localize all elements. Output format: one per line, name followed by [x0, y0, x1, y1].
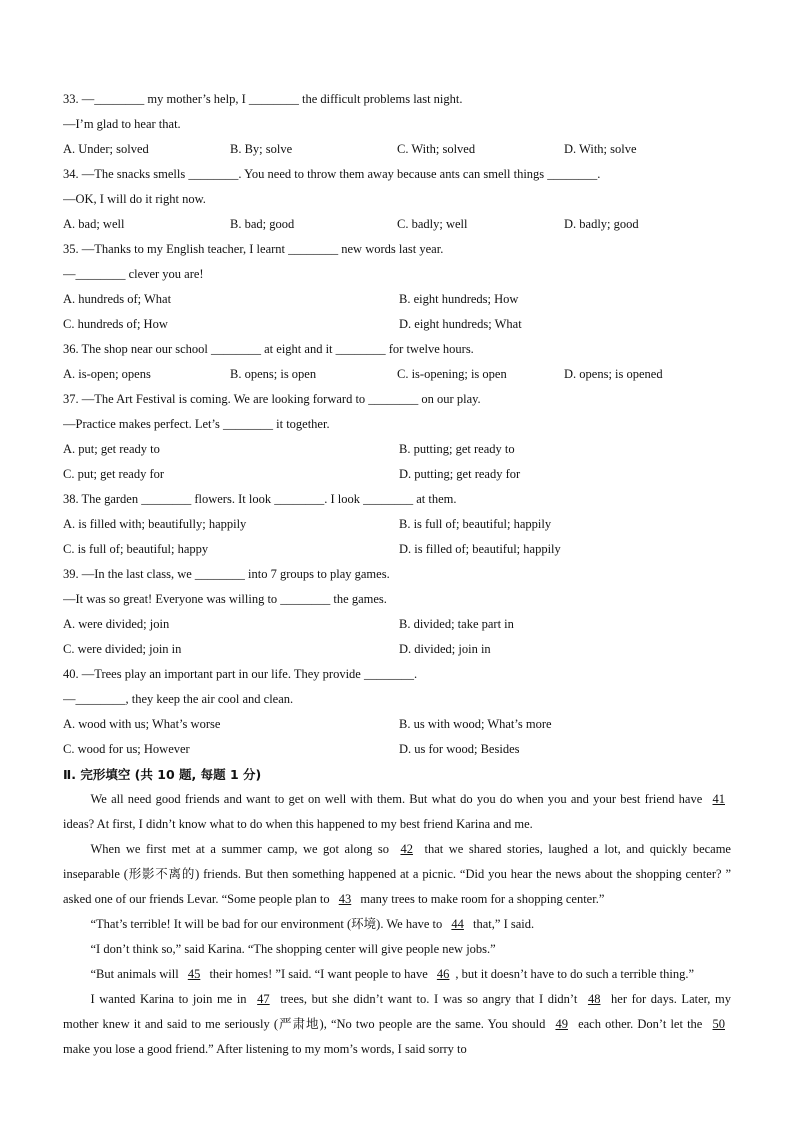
passage-text: “But animals will	[90, 967, 182, 981]
question-stem: 40. —Trees play an important part in our life. They provide ________.	[63, 667, 418, 681]
passage-text: that we shared stories, laughed a lot, and quickly became inseparable (形影不离的) friends. But then something happened at a picnic. “Did you hear the news about the shopping center? ” asked one of our friends Levar. “Some people plan to	[63, 842, 731, 906]
answer-option: A. hundreds of; What	[63, 292, 172, 306]
question-stem: 38. The garden ________ flowers. It look ________. I look ________ at them.	[63, 492, 457, 506]
answer-option: C. hundreds of; How	[63, 317, 168, 331]
answer-option: D. is filled of; beautiful; happily	[399, 542, 561, 556]
question-stem: 33. —________ my mother’s help, I ________ the difficult problems last night.	[63, 92, 463, 106]
page-content	[63, 87, 731, 1062]
passage-text: “I don’t think so,” said Karina. “The shopping center will give people new jobs.”	[90, 942, 496, 956]
answer-option: D. With; solve	[564, 142, 637, 156]
options-row	[63, 312, 731, 337]
answer-option: B. putting; get ready to	[399, 442, 515, 456]
question-stem: 39. —In the last class, we ________ into 7 groups to play games.	[63, 567, 390, 581]
passage-text: , but it doesn’t have to do such a terrible thing.”	[455, 967, 694, 981]
question-dialogue-line: —It was so great! Everyone was willing to ________ the games.	[63, 592, 387, 606]
blank-number: 49	[555, 1017, 568, 1031]
answer-option: A. put; get ready to	[63, 442, 160, 456]
options-row	[63, 537, 731, 562]
cloze-passage	[63, 787, 731, 1062]
blank-number: 50	[712, 1017, 725, 1031]
options-row	[63, 462, 731, 487]
answer-option: C. were divided; join in	[63, 642, 182, 656]
blank-number: 47	[257, 992, 270, 1006]
passage-text: make you lose a good friend.” After listening to my mom’s words, I said sorry to	[63, 1042, 467, 1056]
section-title: Ⅱ. 完形填空 (共 10 题, 每题 1 分)	[63, 767, 262, 782]
passage-paragraph	[63, 787, 731, 837]
answer-option: D. opens; is opened	[564, 367, 663, 381]
options-row	[63, 437, 731, 462]
blank-number: 46	[436, 967, 450, 981]
options-row	[63, 362, 731, 387]
blank-number: 44	[451, 917, 464, 931]
question-block	[63, 562, 731, 662]
answer-option: A. is-open; opens	[63, 367, 151, 381]
options-row	[63, 737, 731, 762]
question-block	[63, 387, 731, 487]
passage-paragraph	[63, 962, 731, 987]
options-row	[63, 637, 731, 662]
passage-text: ideas? At first, I didn’t know what to do when this happened to my best friend Karina and me.	[63, 817, 533, 831]
passage-text: each other. Don’t let the	[573, 1017, 707, 1031]
answer-option: C. is-opening; is open	[397, 367, 507, 381]
question-stem: 37. —The Art Festival is coming. We are looking forward to ________ on our play.	[63, 392, 481, 406]
answer-option: B. divided; take part in	[399, 617, 514, 631]
answer-option: D. eight hundreds; What	[399, 317, 522, 331]
answer-option: A. is filled with; beautifully; happily	[63, 517, 247, 531]
passage-paragraph	[63, 912, 731, 937]
question-dialogue-line: —________ clever you are!	[63, 267, 204, 281]
options-row	[63, 212, 731, 237]
passage-text: that,” I said.	[469, 917, 535, 931]
question-dialogue-line: —OK, I will do it right now.	[63, 192, 206, 206]
question-stem: 34. —The snacks smells ________. You need to throw them away because ants can smell things ________.	[63, 167, 601, 181]
question-dialogue-line: —I’m glad to hear that.	[63, 117, 181, 131]
passage-text: many trees to make room for a shopping center.”	[357, 892, 605, 906]
options-row	[63, 287, 731, 312]
passage-text: When we first met at a summer camp, we got along so	[90, 842, 395, 856]
passage-text: trees, but she didn’t want to. I was so angry that I didn’t	[275, 992, 582, 1006]
answer-option: B. eight hundreds; How	[399, 292, 519, 306]
answer-option: C. is full of; beautiful; happy	[63, 542, 209, 556]
options-row	[63, 512, 731, 537]
answer-option: D. divided; join in	[399, 642, 491, 656]
question-block	[63, 237, 731, 337]
answer-option: D. putting; get ready for	[399, 467, 521, 481]
options-row	[63, 612, 731, 637]
blank-number: 41	[712, 792, 725, 806]
answer-option: A. wood with us; What’s worse	[63, 717, 221, 731]
answer-option: A. bad; well	[63, 217, 125, 231]
question-stem: 36. The shop near our school ________ at eight and it ________ for twelve hours.	[63, 342, 474, 356]
passage-text: her for days. Later, my mother knew it and said to me seriously (严肃地), “No two people are the same. You should	[63, 992, 732, 1031]
question-block	[63, 162, 731, 237]
answer-option: B. opens; is open	[230, 367, 317, 381]
answer-option: B. is full of; beautiful; happily	[399, 517, 552, 531]
options-row	[63, 712, 731, 737]
blank-number: 48	[587, 992, 601, 1006]
options-row	[63, 137, 731, 162]
blank-number: 43	[338, 892, 352, 906]
passage-text: “That’s terrible! It will be bad for our environment (环境). We have to	[90, 917, 446, 931]
passage-text: I wanted Karina to join me in	[90, 992, 252, 1006]
answer-option: C. put; get ready for	[63, 467, 165, 481]
answer-option: B. us with wood; What’s more	[399, 717, 552, 731]
question-block	[63, 662, 731, 762]
passage-paragraph	[63, 987, 731, 1062]
passage-text: We all need good friends and want to get on well with them. But what do you do when you and your best friend have	[90, 792, 707, 806]
blank-number: 45	[187, 967, 201, 981]
answer-option: C. badly; well	[397, 217, 468, 231]
question-block	[63, 337, 731, 387]
passage-text: their homes! ”I said. “I want people to have	[206, 967, 431, 981]
question-stem: 35. —Thanks to my English teacher, I learnt ________ new words last year.	[63, 242, 444, 256]
answer-option: B. bad; good	[230, 217, 295, 231]
answer-option: C. wood for us; However	[63, 742, 190, 756]
answer-option: B. By; solve	[230, 142, 293, 156]
answer-option: A. Under; solved	[63, 142, 149, 156]
passage-paragraph	[63, 837, 731, 912]
passage-paragraph	[63, 937, 731, 962]
question-dialogue-line: —Practice makes perfect. Let’s ________ it together.	[63, 417, 330, 431]
blank-number: 42	[400, 842, 413, 856]
question-block	[63, 87, 731, 162]
answer-option: C. With; solved	[397, 142, 476, 156]
question-dialogue-line: —________, they keep the air cool and clean.	[63, 692, 294, 706]
answer-option: A. were divided; join	[63, 617, 170, 631]
answer-option: D. us for wood; Besides	[399, 742, 520, 756]
question-block	[63, 487, 731, 562]
answer-option: D. badly; good	[564, 217, 639, 231]
